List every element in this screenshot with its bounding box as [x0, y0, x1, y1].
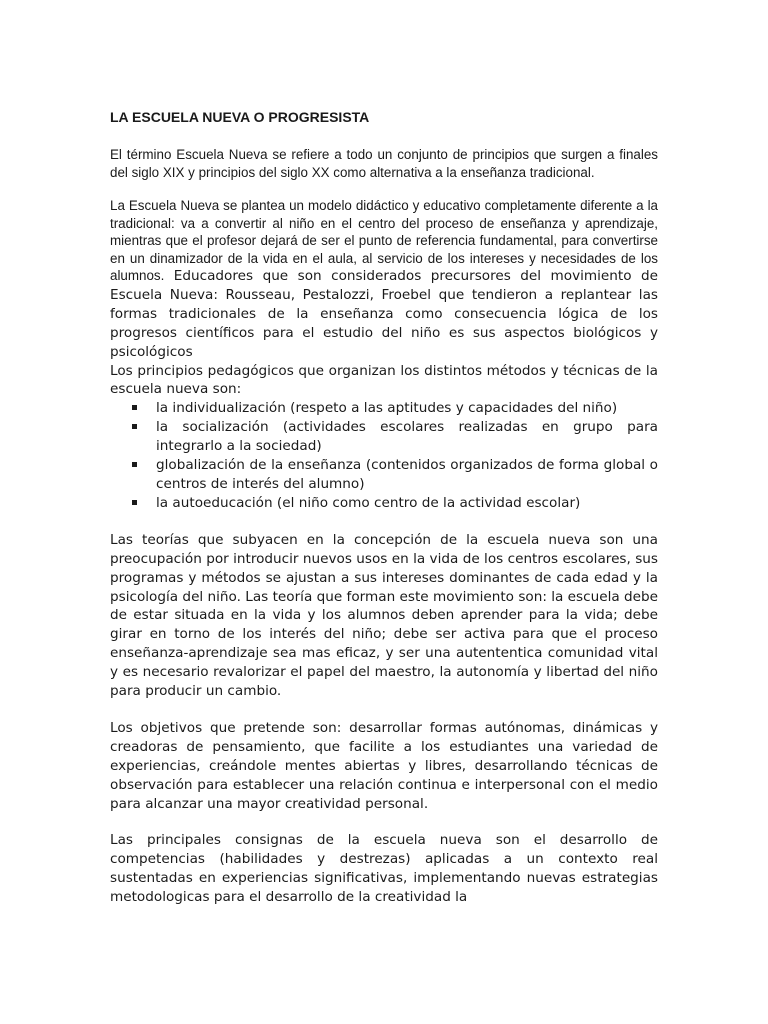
- document-page: [110, 108, 658, 907]
- list-item-text: la socialización (actividades escolares realizadas en grupo para integrarlo a la sociedad): [156, 419, 658, 455]
- square-bullet-icon: [132, 405, 137, 410]
- list-item: [110, 456, 658, 494]
- list-item-text: globalización de la enseñanza (contenidos organizados de forma global o centros de interés del alumno): [156, 457, 658, 492]
- list-item: [110, 494, 658, 513]
- paragraph-model: [110, 197, 658, 362]
- paragraph-model-text: La Escuela Nueva se plantea un modelo didáctico y educativo completamente diferente a la tradicional: va a convertir al niño en el centro del proceso de enseñanza y aprendizaje, mientras que el profesor dejará de ser el punto de referencia fundamental, para convertirse en un dinamizador de la vida en el aula, al servicio de los intereses y necesidades de los alumnos.: [110, 198, 658, 283]
- square-bullet-icon: [132, 500, 137, 505]
- list-item: [110, 418, 658, 456]
- page-title: LA ESCUELA NUEVA O PROGRESISTA: [110, 109, 370, 125]
- paragraph-theories: Las teorías que subyacen en la concepción de la escuela nueva son una preocupación por introducir nuevos usos en la vida de los centros escolares, sus programas y métodos se ajustan a sus intereses dominantes de cada edad y la psicología del niño. Las teoría que forman este movimiento son: la escuela debe de estar situada en la vida y los alumnos deben aprender para la vida; debe girar en torno de los interés del niño; debe ser activa para que el proceso enseñanza-aprendizaje sea mas eficaz, y ser una autententica comunidad vital y es necesario revalorizar el papel del maestro, la autonomía y libertad del niño para producir un cambio.: [110, 531, 658, 700]
- paragraph-precursors-text: Educadores que son considerados precursores del movimiento de Escuela Nueva: Rousseau, Pestalozzi, Froebel que tendieron a replantear las formas tradicionales de la enseñanza como consecuencia lógica de los progresos científicos para el estudio del niño es sus aspectos biológicos y psicológicos: [110, 268, 658, 360]
- paragraph-definition: El término Escuela Nueva se refiere a todo un conjunto de principios que surgen a finales del siglo XIX y principios del siglo XX como alternativa a la enseñanza tradicional.: [110, 147, 658, 180]
- list-item: [110, 399, 658, 418]
- paragraph-consignas: Las principales consignas de la escuela nueva son el desarrollo de competencias (habilidades y destrezas) aplicadas a un contexto real sustentadas en experiencias significativas, implementando nuevas estrategias metodologicas para el desarrollo de la creatividad la: [110, 832, 658, 906]
- paragraph-principles-intro: Los principios pedagógicos que organizan los distintos métodos y técnicas de la escuela nueva son:: [110, 362, 658, 398]
- principles-list: [110, 399, 658, 512]
- list-item-text: la individualización (respeto a las aptitudes y capacidades del niño): [156, 400, 618, 417]
- square-bullet-icon: [132, 462, 137, 467]
- square-bullet-icon: [132, 424, 137, 429]
- list-item-text: la autoeducación (el niño como centro de la actividad escolar): [156, 494, 581, 511]
- paragraph-objectives: Los objetivos que pretende son: desarrollar formas autónomas, dinámicas y creadoras de pensamiento, que facilite a los estudiantes una variedad de experiencias, creándole mentes abiertas y libres, desarrollando técnicas de observación para establecer una relación continua e interpersonal con el medio para alcanzar una mayor creatividad personal.: [110, 719, 658, 812]
